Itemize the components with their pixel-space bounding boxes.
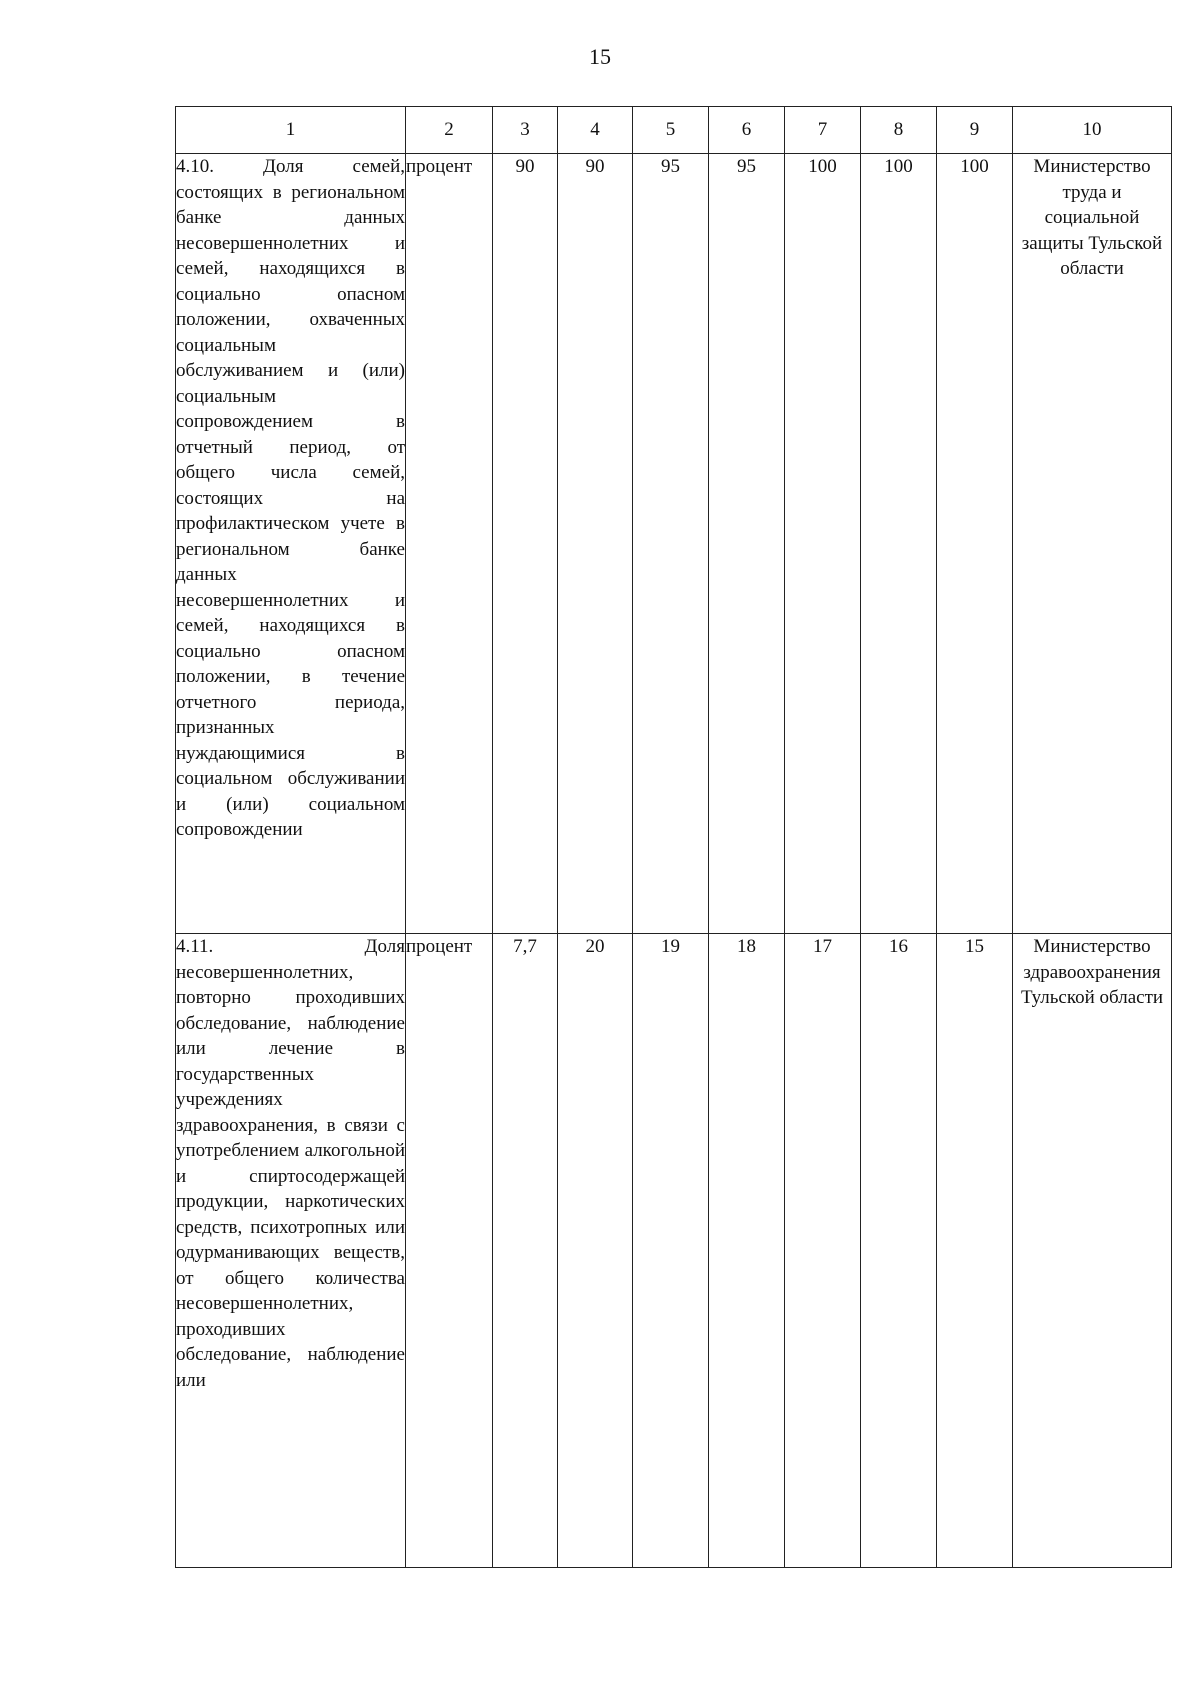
- value-cell: 16: [861, 934, 937, 1568]
- page-number: 15: [589, 44, 611, 69]
- value-cell: 15: [937, 934, 1013, 1568]
- table-row: [176, 154, 1172, 934]
- value-cell: 19: [633, 934, 709, 1568]
- indicator-table: [175, 106, 1172, 1568]
- column-header: 9: [937, 107, 1013, 154]
- column-header: 3: [493, 107, 558, 154]
- table-row: [176, 934, 1172, 1568]
- column-header: 5: [633, 107, 709, 154]
- value-cell: 20: [558, 934, 633, 1568]
- indicator-description: 4.11. Доля несовершеннолетних, повторно проходивших обследование, наблюдение или лечение в государственных учреждениях здравоохранения, в связи с употреблением алкогольной и спиртосодержащей продукции, наркотических средств, психотропных или одурманивающих веществ, от общего количества несовершеннолетних, проходивших обследование, наблюдение или: [176, 934, 406, 1568]
- column-header: 4: [558, 107, 633, 154]
- column-header: 1: [176, 107, 406, 154]
- value-cell: 100: [861, 154, 937, 934]
- column-header: 2: [406, 107, 493, 154]
- value-cell: 95: [709, 154, 785, 934]
- responsible-agency: Министерство здравоохранения Тульской области: [1013, 934, 1172, 1568]
- value-cell: 100: [785, 154, 861, 934]
- unit-cell: процент: [406, 934, 493, 1568]
- value-cell: 7,7: [493, 934, 558, 1568]
- value-cell: 95: [633, 154, 709, 934]
- unit-cell: процент: [406, 154, 493, 934]
- column-header: 10: [1013, 107, 1172, 154]
- value-cell: 90: [493, 154, 558, 934]
- value-cell: 90: [558, 154, 633, 934]
- value-cell: 100: [937, 154, 1013, 934]
- value-cell: 18: [709, 934, 785, 1568]
- indicator-description: 4.10. Доля семей, состоящих в региональном банке данных несовершеннолетних и семей, находящихся в социально опасном положении, охваченных социальным обслуживанием и (или) социальным сопровождением в отчетный период, от общего числа семей, состоящих на профилактическом учете в региональном банке данных несовершеннолетних и семей, находящихся в социально опасном положении, в течение отчетного периода, признанных нуждающимися в социальном обслуживании и (или) социальном сопровождении: [176, 154, 406, 934]
- column-header: 6: [709, 107, 785, 154]
- value-cell: 17: [785, 934, 861, 1568]
- column-header: 8: [861, 107, 937, 154]
- column-header: 7: [785, 107, 861, 154]
- header-row: [176, 107, 1172, 154]
- responsible-agency: Министерство труда и социальной защиты Тульской области: [1013, 154, 1172, 934]
